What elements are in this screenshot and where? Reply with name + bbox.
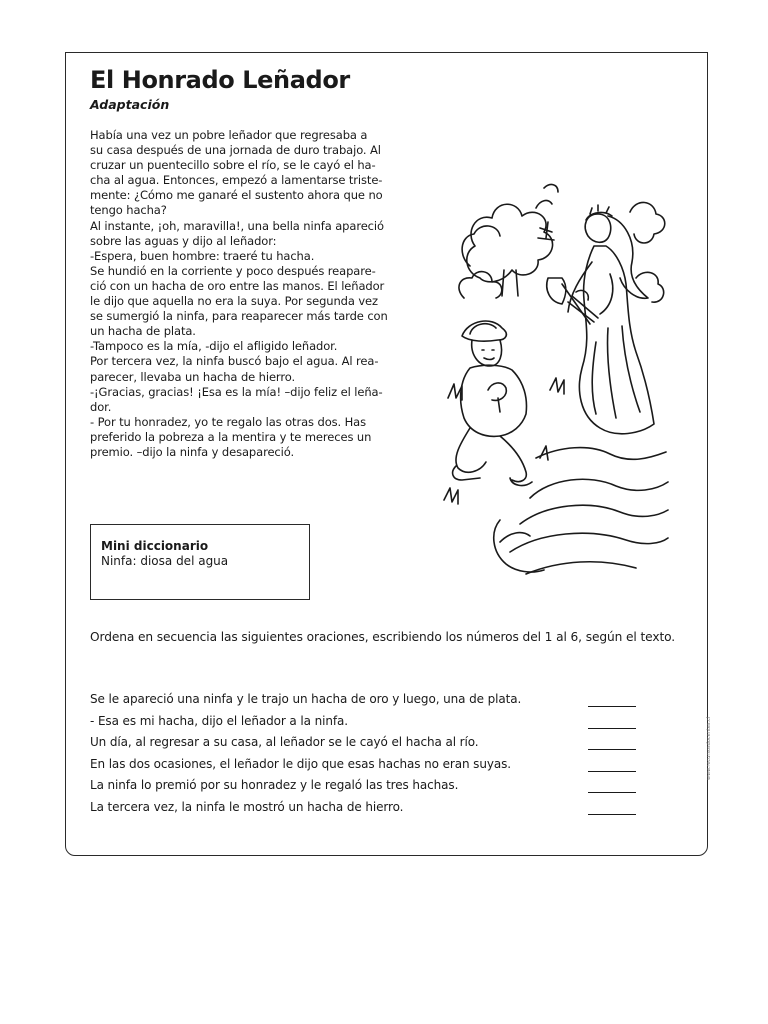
answer-blank[interactable] bbox=[588, 771, 636, 772]
woodcutter-hat bbox=[462, 321, 506, 341]
sequence-item bbox=[90, 735, 650, 757]
sequence-item bbox=[90, 692, 650, 714]
answer-blank[interactable] bbox=[588, 814, 636, 815]
sequence-item bbox=[90, 800, 650, 822]
story-line: cha al agua. Entonces, empezó a lamentarse triste- bbox=[90, 173, 383, 188]
sequence-item bbox=[90, 757, 650, 779]
river-ripples bbox=[500, 479, 668, 574]
sequence-sentence: En las dos ocasiones, el leñador le dijo que esas hachas no eran suyas. bbox=[90, 756, 511, 771]
woodcutter-and-nymph-illustration bbox=[440, 128, 670, 588]
story-line: mente: ¿Cómo me ganaré el sustento ahora que no bbox=[90, 188, 383, 203]
story-line: sobre las aguas y dijo al leñador: bbox=[90, 233, 277, 248]
story-line: le dijo que aquella no era la suya. Por segunda vez bbox=[90, 294, 378, 309]
story-line: tengo hacha? bbox=[90, 203, 167, 218]
axe-blade bbox=[547, 278, 566, 304]
sequence-sentence: - Esa es mi hacha, dijo el leñador a la ninfa. bbox=[90, 713, 348, 728]
story-line: un hacha de plata. bbox=[90, 324, 196, 339]
tree-left-trunk bbox=[502, 270, 518, 296]
story-line: -Espera, buen hombre: traeré tu hacha. bbox=[90, 248, 315, 263]
mini-dictionary-title: Mini diccionario bbox=[101, 539, 209, 553]
sequence-exercise-list bbox=[90, 692, 650, 821]
sequence-sentence: Un día, al regresar a su casa, al leñador se le cayó el hacha al río. bbox=[90, 735, 479, 749]
story-line: su casa después de una jornada de duro trabajo. Al bbox=[90, 143, 381, 158]
story-line: -Tampoco es la mía, -dijo el afligido leñador. bbox=[90, 339, 338, 354]
nymph-body bbox=[579, 246, 654, 434]
answer-blank[interactable] bbox=[588, 792, 636, 793]
river-bank bbox=[536, 448, 666, 460]
story-line: Había una vez un pobre leñador que regresaba a bbox=[90, 128, 368, 142]
story-text bbox=[90, 128, 435, 460]
story-line: Por tercera vez, la ninfa buscó bajo el agua. Al rea- bbox=[90, 354, 379, 369]
answer-blank[interactable] bbox=[588, 749, 636, 750]
footer-url: www.recursosdocentes.cl bbox=[706, 716, 712, 780]
answer-blank[interactable] bbox=[588, 728, 636, 729]
story-line: parecer, llevaba un hacha de hierro. bbox=[90, 369, 296, 384]
woodcutter-hands bbox=[488, 383, 506, 412]
nymph-head bbox=[585, 214, 611, 242]
story-line: dor. bbox=[90, 399, 112, 414]
story-line: premio. –dijo la ninfa y desapareció. bbox=[90, 444, 295, 459]
sequence-sentence: La tercera vez, la ninfa le mostró un hacha de hierro. bbox=[90, 799, 404, 814]
bush-right bbox=[630, 202, 665, 302]
nymph-hair bbox=[608, 216, 648, 298]
sequence-sentence: Se le apareció una ninfa y le trajo un hacha de oro y luego, una de plata. bbox=[90, 692, 522, 706]
story-line: - Por tu honradez, yo te regalo las otras dos. Has bbox=[90, 414, 367, 429]
woodcutter-boots bbox=[453, 466, 532, 485]
mini-dictionary-box bbox=[90, 524, 310, 600]
exercise-instruction: Ordena en secuencia las siguientes oraciones, escribiendo los números del 1 al 6, según el texto. bbox=[90, 630, 676, 644]
mini-dictionary-entry: Ninfa: diosa del agua bbox=[101, 554, 229, 568]
story-line: Se hundió en la corriente y poco después reapare- bbox=[90, 263, 376, 278]
story-line: -¡Gracias, gracias! ¡Esa es la mía! –dijo feliz el leña- bbox=[90, 384, 383, 399]
worksheet-subtitle: Adaptación bbox=[90, 97, 170, 112]
story-line: ció con un hacha de oro entre las manos. El leñador bbox=[90, 278, 385, 293]
woodcutter-face bbox=[472, 340, 502, 366]
tree-left bbox=[467, 204, 553, 282]
answer-blank[interactable] bbox=[588, 706, 636, 707]
sequence-item bbox=[90, 714, 650, 736]
worksheet-title: El Honrado Leñador bbox=[90, 66, 350, 94]
sequence-sentence: La ninfa lo premió por su honradez y le regaló las tres hachas. bbox=[90, 778, 459, 792]
story-line: preferido la pobreza a la mentira y te mereces un bbox=[90, 429, 372, 444]
sequence-item bbox=[90, 778, 650, 800]
story-line: Al instante, ¡oh, maravilla!, una bella ninfa apareció bbox=[90, 218, 384, 233]
story-line: se sumergió la ninfa, para reaparecer más tarde con bbox=[90, 309, 388, 324]
story-line: cruzar un puentecillo sobre el río, se le cayó el ha- bbox=[90, 158, 376, 173]
bush-left bbox=[459, 226, 502, 298]
fern bbox=[536, 185, 558, 240]
